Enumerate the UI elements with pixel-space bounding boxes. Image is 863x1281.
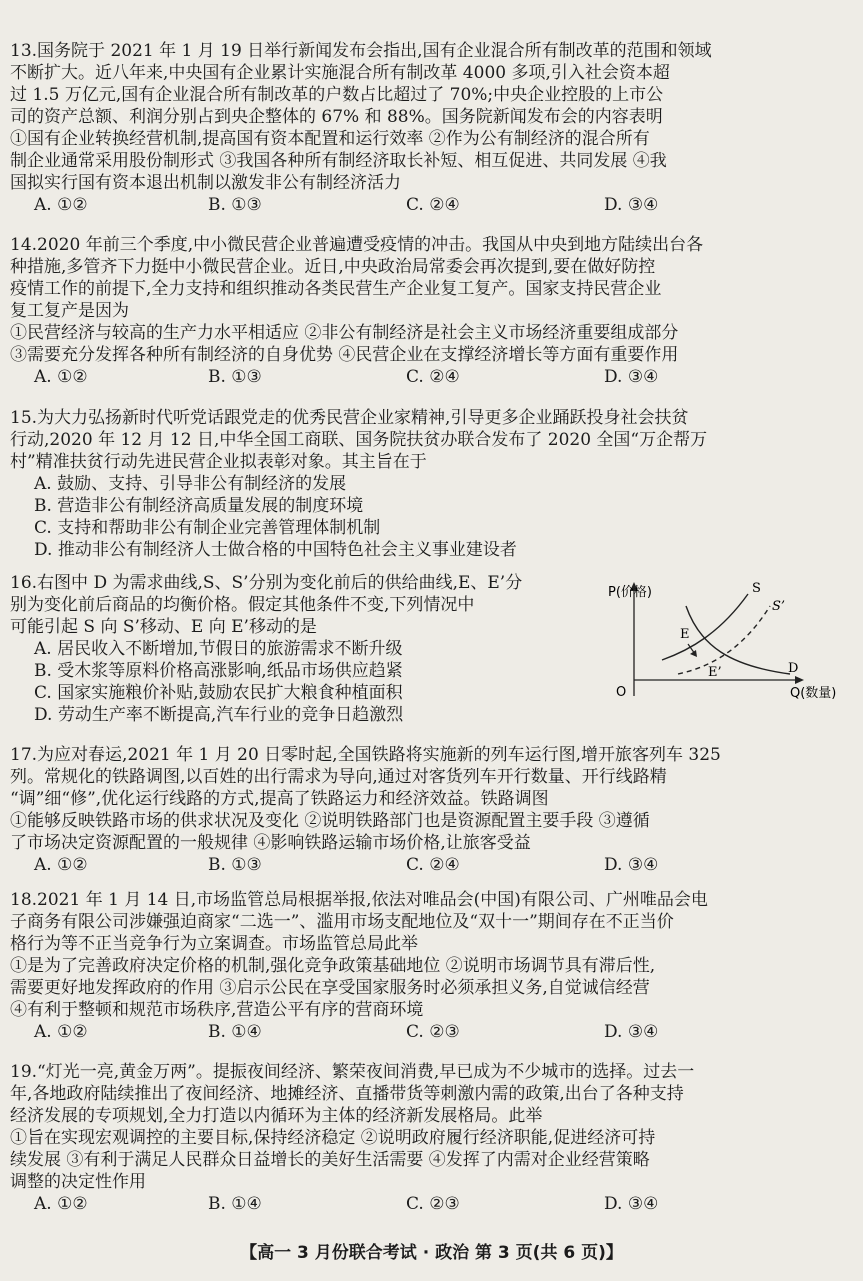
question-text-line: 13.国务院于 2021 年 1 月 19 日举行新闻发布会指出,国有企业混合所有制改革的范围和领域: [10, 41, 712, 61]
origin-label: O: [616, 685, 627, 700]
option-a: A. 鼓励、支持、引导非公有制经济的发展: [34, 474, 347, 494]
option-a: A. ①②: [34, 367, 88, 387]
option-d: D. ③④: [604, 855, 659, 875]
option-b: B. 受木浆等原料价格高涨影响,纸品市场供应趋紧: [34, 661, 403, 681]
question-15: [10, 407, 810, 561]
option-c: C. 国家实施粮价补贴,鼓励农民扩大粮食种植面积: [34, 683, 403, 703]
question-text-line: 疫情工作的前提下,全力支持和组织推动各类民营生产企业复工复产。国家支持民营企业: [10, 279, 662, 299]
option-c: C. ②③: [406, 1194, 460, 1214]
option-d: D. 推动非公有制经济人士做合格的中国特色社会主义事业建设者: [34, 540, 517, 560]
question-text-line: ④有利于整顿和规范市场秩序,营造公平有序的营商环境: [10, 1000, 424, 1020]
page-footer: 【高一 3 月份联合考试 · 政治 第 3 页(共 6 页)】: [240, 1243, 623, 1263]
curve-s-label: S: [752, 581, 761, 596]
question-17: [10, 744, 810, 876]
question-18: [10, 889, 810, 1043]
option-c: C. ②④: [406, 855, 460, 875]
question-text-line: 14.2020 年前三个季度,中小微民营企业普遍遭受疫情的冲击。我国从中央到地方陆续出台各: [10, 235, 704, 255]
answer-options: [10, 194, 810, 216]
question-text-line: 了市场决定资源配置的一般规律 ④影响铁路运输市场价格,让旅客受益: [10, 833, 531, 853]
question-text-line: 列。常规化的铁路调图,以百姓的出行需求为导向,通过对客货列车开行数量、开行线路精: [10, 767, 667, 787]
question-text-line: 可能引起 S 向 S’移动、E 向 E’移动的是: [10, 617, 317, 637]
question-text-line: 制企业通常采用股份制形式 ③我国各种所有制经济取长补短、相互促进、共同发展 ④我: [10, 151, 667, 171]
curve-s-prime-label: S’: [772, 599, 786, 614]
supply-curve-s: [662, 594, 748, 660]
question-text-line: ①旨在实现宏观调控的主要目标,保持经济稳定 ②说明政府履行经济职能,促进经济可持: [10, 1128, 656, 1148]
option-d: D. ③④: [604, 367, 659, 387]
option-b: B. ①④: [208, 1194, 262, 1214]
curve-d-label: D: [788, 661, 799, 676]
question-text-line: 16.右图中 D 为需求曲线,S、S’分别为变化前后的供给曲线,E、E’分: [10, 573, 523, 593]
question-text-line: ①国有企业转换经营机制,提高国有资本配置和运行效率 ②作为公有制经济的混合所有: [10, 129, 650, 149]
question-text-line: ①能够反映铁路市场的供求状况及变化 ②说明铁路部门也是资源配置主要手段 ③遵循: [10, 811, 650, 831]
point-e-prime-label: E’: [708, 665, 722, 680]
question-text-line: 需要更好地发挥政府的作用 ③启示公民在享受国家服务时必须承担义务,自觉诚信经营: [10, 978, 650, 998]
question-text-line: 续发展 ③有利于满足人民群众日益增长的美好生活需要 ④发挥了内需对企业经营策略: [10, 1150, 650, 1170]
question-text-line: ①是为了完善政府决定价格的机制,强化竞争政策基础地位 ②说明市场调节具有滞后性,: [10, 956, 656, 976]
option-d: D. ③④: [604, 195, 659, 215]
option-d: D. ③④: [604, 1022, 659, 1042]
question-text-line: 17.为应对春运,2021 年 1 月 20 日零时起,全国铁路将实施新的列车运行图,增开旅客列车 325: [10, 745, 721, 765]
question-text-line: 过 1.5 万亿元,国有企业混合所有制改革的户数占比超过了 70%;中央企业控股的上市公: [10, 85, 664, 105]
option-a: A. 居民收入不断增加,节假日的旅游需求不断升级: [34, 639, 403, 659]
option-a: A. ①②: [34, 1194, 88, 1214]
option-c: C. ②④: [406, 367, 460, 387]
option-b: B. ①④: [208, 1022, 262, 1042]
answer-options: [10, 854, 810, 876]
option-b: B. ①③: [208, 195, 262, 215]
question-text-line: 19.“灯光一亮,黄金万两”。提振夜间经济、繁荣夜间消费,早已成为不少城市的选择。过去一: [10, 1062, 695, 1082]
y-axis-label: P(价格): [608, 585, 652, 600]
question-text-line: 种措施,多管齐下力挺中小微民营企业。近日,中央政治局常委会再次提到,要在做好防控: [10, 257, 656, 277]
question-text-line: ①民营经济与较高的生产力水平相适应 ②非公有制经济是社会主义市场经济重要组成部分: [10, 323, 679, 343]
option-c: C. ②④: [406, 195, 460, 215]
question-text-line: 15.为大力弘扬新时代听党话跟党走的优秀民营企业家精神,引导更多企业踊跃投身社会扶贫: [10, 408, 689, 428]
answer-options: [10, 1021, 810, 1043]
question-text-line: ③需要充分发挥各种所有制经济的自身优势 ④民营企业在支撑经济增长等方面有重要作用: [10, 345, 679, 365]
question-text-line: 别为变化前后商品的均衡价格。假定其他条件不变,下列情况中: [10, 595, 475, 615]
question-text-line: 18.2021 年 1 月 14 日,市场监管总局根据举报,依法对唯品会(中国)有限公司、广州唯品会电: [10, 890, 708, 910]
answer-options: [10, 1193, 810, 1215]
question-text-line: 经济发展的专项规划,全力打造以内循环为主体的经济新发展格局。此举: [10, 1106, 543, 1126]
question-text-line: 不断扩大。近八年来,中央国有企业累计实施混合所有制改革 4000 多项,引入社会资本超: [10, 63, 670, 83]
question-text-line: 格行为等不正当竞争行为立案调查。市场监管总局此举: [10, 934, 418, 954]
question-14: [10, 234, 810, 388]
option-d: D. ③④: [604, 1194, 659, 1214]
x-axis-arrow: [795, 676, 804, 684]
option-d: D. 劳动生产率不断提高,汽车行业的竞争日趋激烈: [34, 705, 404, 725]
question-text-line: 司的资产总额、利润分别占到央企整体的 67% 和 88%。国务院新闻发布会的内容表明: [10, 107, 663, 127]
supply-curve-s-prime: [678, 606, 770, 674]
question-13: [10, 40, 810, 216]
option-a: A. ①②: [34, 1022, 88, 1042]
question-16: [10, 572, 610, 726]
option-c: C. ②③: [406, 1022, 460, 1042]
answer-options: [10, 366, 810, 388]
question-text-line: 调整的决定性作用: [10, 1172, 146, 1192]
option-b: B. 营造非公有制经济高质量发展的制度环境: [34, 496, 364, 516]
question-text-line: 复工复产是因为: [10, 301, 129, 321]
x-axis-label: Q(数量): [790, 686, 837, 701]
point-e-label: E: [680, 627, 690, 642]
question-text-line: 年,各地政府陆续推出了夜间经济、地摊经济、直播带货等刺激内需的政策,出台了各种支持: [10, 1084, 684, 1104]
question-19: [10, 1061, 810, 1215]
option-b: B. ①③: [208, 855, 262, 875]
option-a: A. ①②: [34, 195, 88, 215]
question-text-line: 国拟实行国有资本退出机制以激发非公有制经济活力: [10, 173, 401, 193]
option-b: B. ①③: [208, 367, 262, 387]
supply-demand-figure: [608, 578, 845, 703]
question-text-line: 村”精准扶贫行动先进民营企业拟表彰对象。其主旨在于: [10, 452, 427, 472]
question-text-line: 子商务有限公司涉嫌强迫商家“二选一”、滥用市场支配地位及“双十一”期间存在不正当价: [10, 912, 674, 932]
question-text-line: 行动,2020 年 12 月 12 日,中华全国工商联、国务院扶贫办联合发布了 2020 全国“万企帮万: [10, 430, 708, 450]
option-a: A. ①②: [34, 855, 88, 875]
option-c: C. 支持和帮助非公有制企业完善管理体制机制: [34, 518, 381, 538]
question-text-line: “调”细“修”,优化运行线路的方式,提高了铁路运力和经济效益。铁路调图: [10, 789, 549, 809]
